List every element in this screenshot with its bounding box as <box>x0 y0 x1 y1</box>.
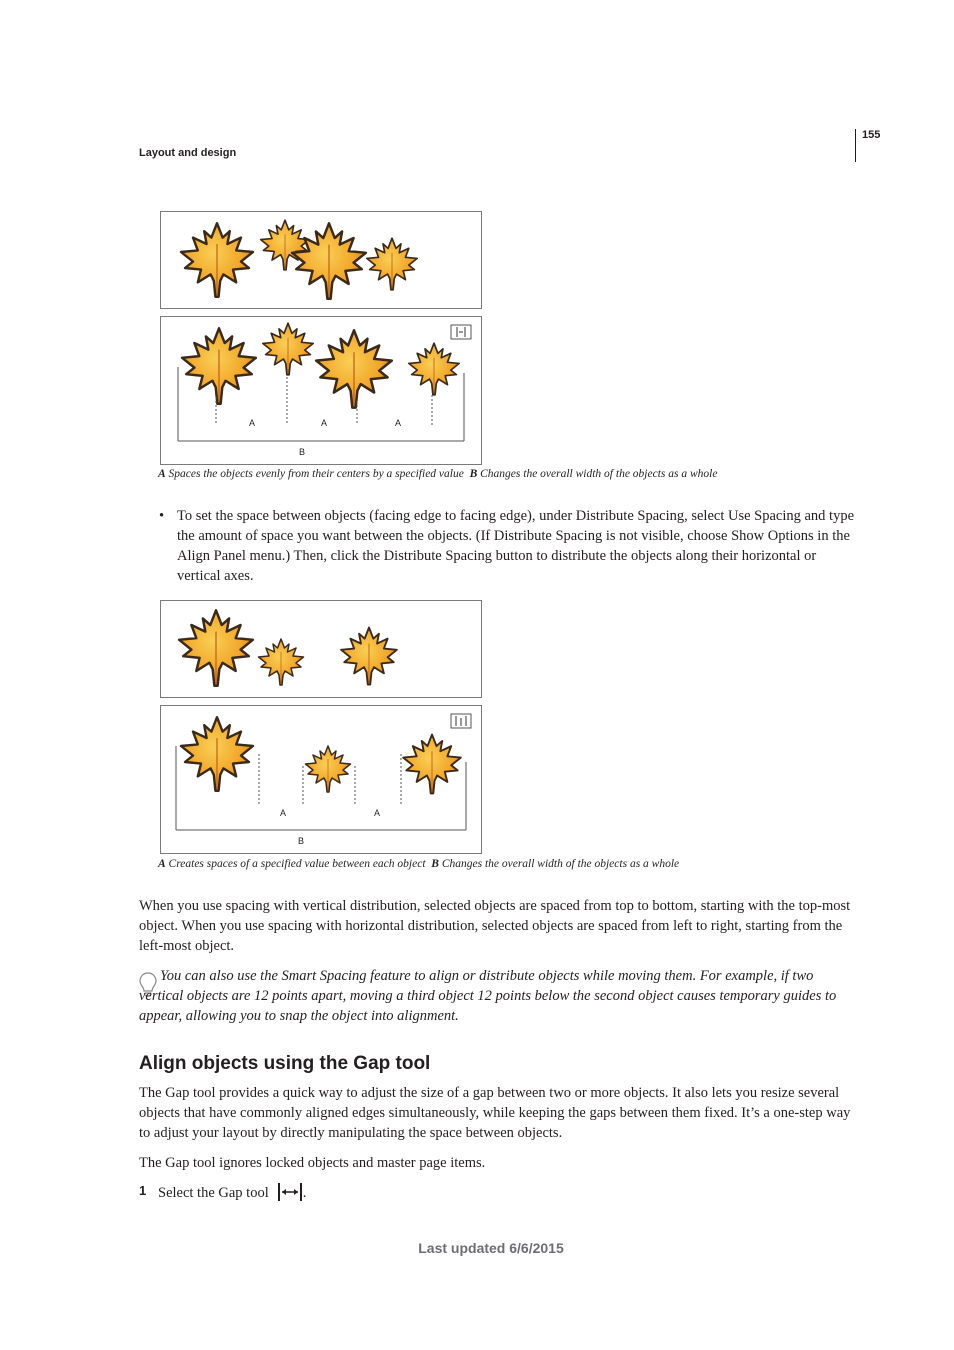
leaf-image <box>292 223 366 298</box>
caption-text: Changes the overall width of the objects as a whole <box>480 468 718 480</box>
gap-tool-icon <box>276 1181 304 1208</box>
leaf-image <box>181 223 253 297</box>
callout-b: B <box>298 836 305 846</box>
leaf-image <box>403 735 461 794</box>
body-paragraph: The Gap tool provides a quick way to adjust the size of a gap between two or more objects. It also lets you resize several objects that have commonly aligned edges simultaneously, while keeping the gaps between them fixed. It’s a one-step way to adjust your layout by directly manipulating the space between objects. <box>139 1085 851 1141</box>
leaf-image <box>409 343 459 395</box>
body-paragraph: When you use spacing with vertical distribution, selected objects are spaced from top to bottom, starting with the top-most object. When you use spacing with horizontal distribution, selected objects are spaced from left to right, starting from the left-most object. <box>139 898 851 954</box>
leaf-image <box>179 610 253 685</box>
leaf-image <box>341 627 397 684</box>
callout-a: A <box>374 808 381 818</box>
caption-text: Changes the overall width of the objects as a whole <box>441 858 680 870</box>
leaf-image <box>261 220 310 270</box>
figure2-caption <box>158 858 679 870</box>
caption-key: B <box>469 468 478 480</box>
caption-key: B <box>431 858 439 870</box>
caption-key: A <box>158 468 166 480</box>
callout-a: A <box>395 418 402 428</box>
running-header-section: Layout and design <box>139 147 237 159</box>
figure2-after-panel <box>160 705 482 854</box>
figure1-before-panel <box>160 211 482 309</box>
leaf-image <box>181 717 253 791</box>
bullet-marker: • <box>159 508 165 524</box>
leaf-image <box>367 238 417 290</box>
footer-last-updated: Last updated 6/6/2015 <box>418 1240 564 1256</box>
step-label: Select the Gap tool <box>158 1185 269 1201</box>
header-rule <box>855 129 856 162</box>
figure2-before-panel <box>160 600 482 698</box>
caption-text: Spaces the objects evenly from their centers by a specified value <box>168 468 464 480</box>
page-number: 155 <box>862 129 881 141</box>
section-heading: Align objects using the Gap tool <box>139 1053 431 1074</box>
figure1-after-panel <box>160 316 482 465</box>
callout-a: A <box>280 808 287 818</box>
figure1-caption <box>158 468 717 480</box>
leaf-image <box>263 323 313 375</box>
callout-a: A <box>249 418 256 428</box>
step-number: 1 <box>139 1183 147 1198</box>
bullet-text: To set the space between objects (facing edge to facing edge), under Distribute Spacing, select Use Spacing and type the amount of space you want between the objects. (If Distribute Spacing is not visible, choose Show Options in the Align Panel menu.) Then, click the Distribute Spacing button to distribute the objects along their horizontal or vertical axes. <box>177 508 855 584</box>
caption-text: Creates spaces of a specified value between each object <box>168 858 426 870</box>
body-paragraph: The Gap tool ignores locked objects and master page items. <box>139 1155 486 1171</box>
leaf-image <box>306 746 351 792</box>
callout-a: A <box>321 418 328 428</box>
leaf-image <box>259 639 304 685</box>
caption-key: A <box>158 858 166 870</box>
step-end: . <box>302 1185 307 1201</box>
callout-b: B <box>299 447 306 457</box>
tip-text: You can also use the Smart Spacing feature to align or distribute objects while moving them. For example, if two vertical objects are 12 points apart, moving a third object 12 points below the second object causes temporary guides to appear, allowing you to snap the object into alignment. <box>139 968 837 1024</box>
leaf-image <box>182 328 256 403</box>
leaf-image <box>316 330 392 407</box>
